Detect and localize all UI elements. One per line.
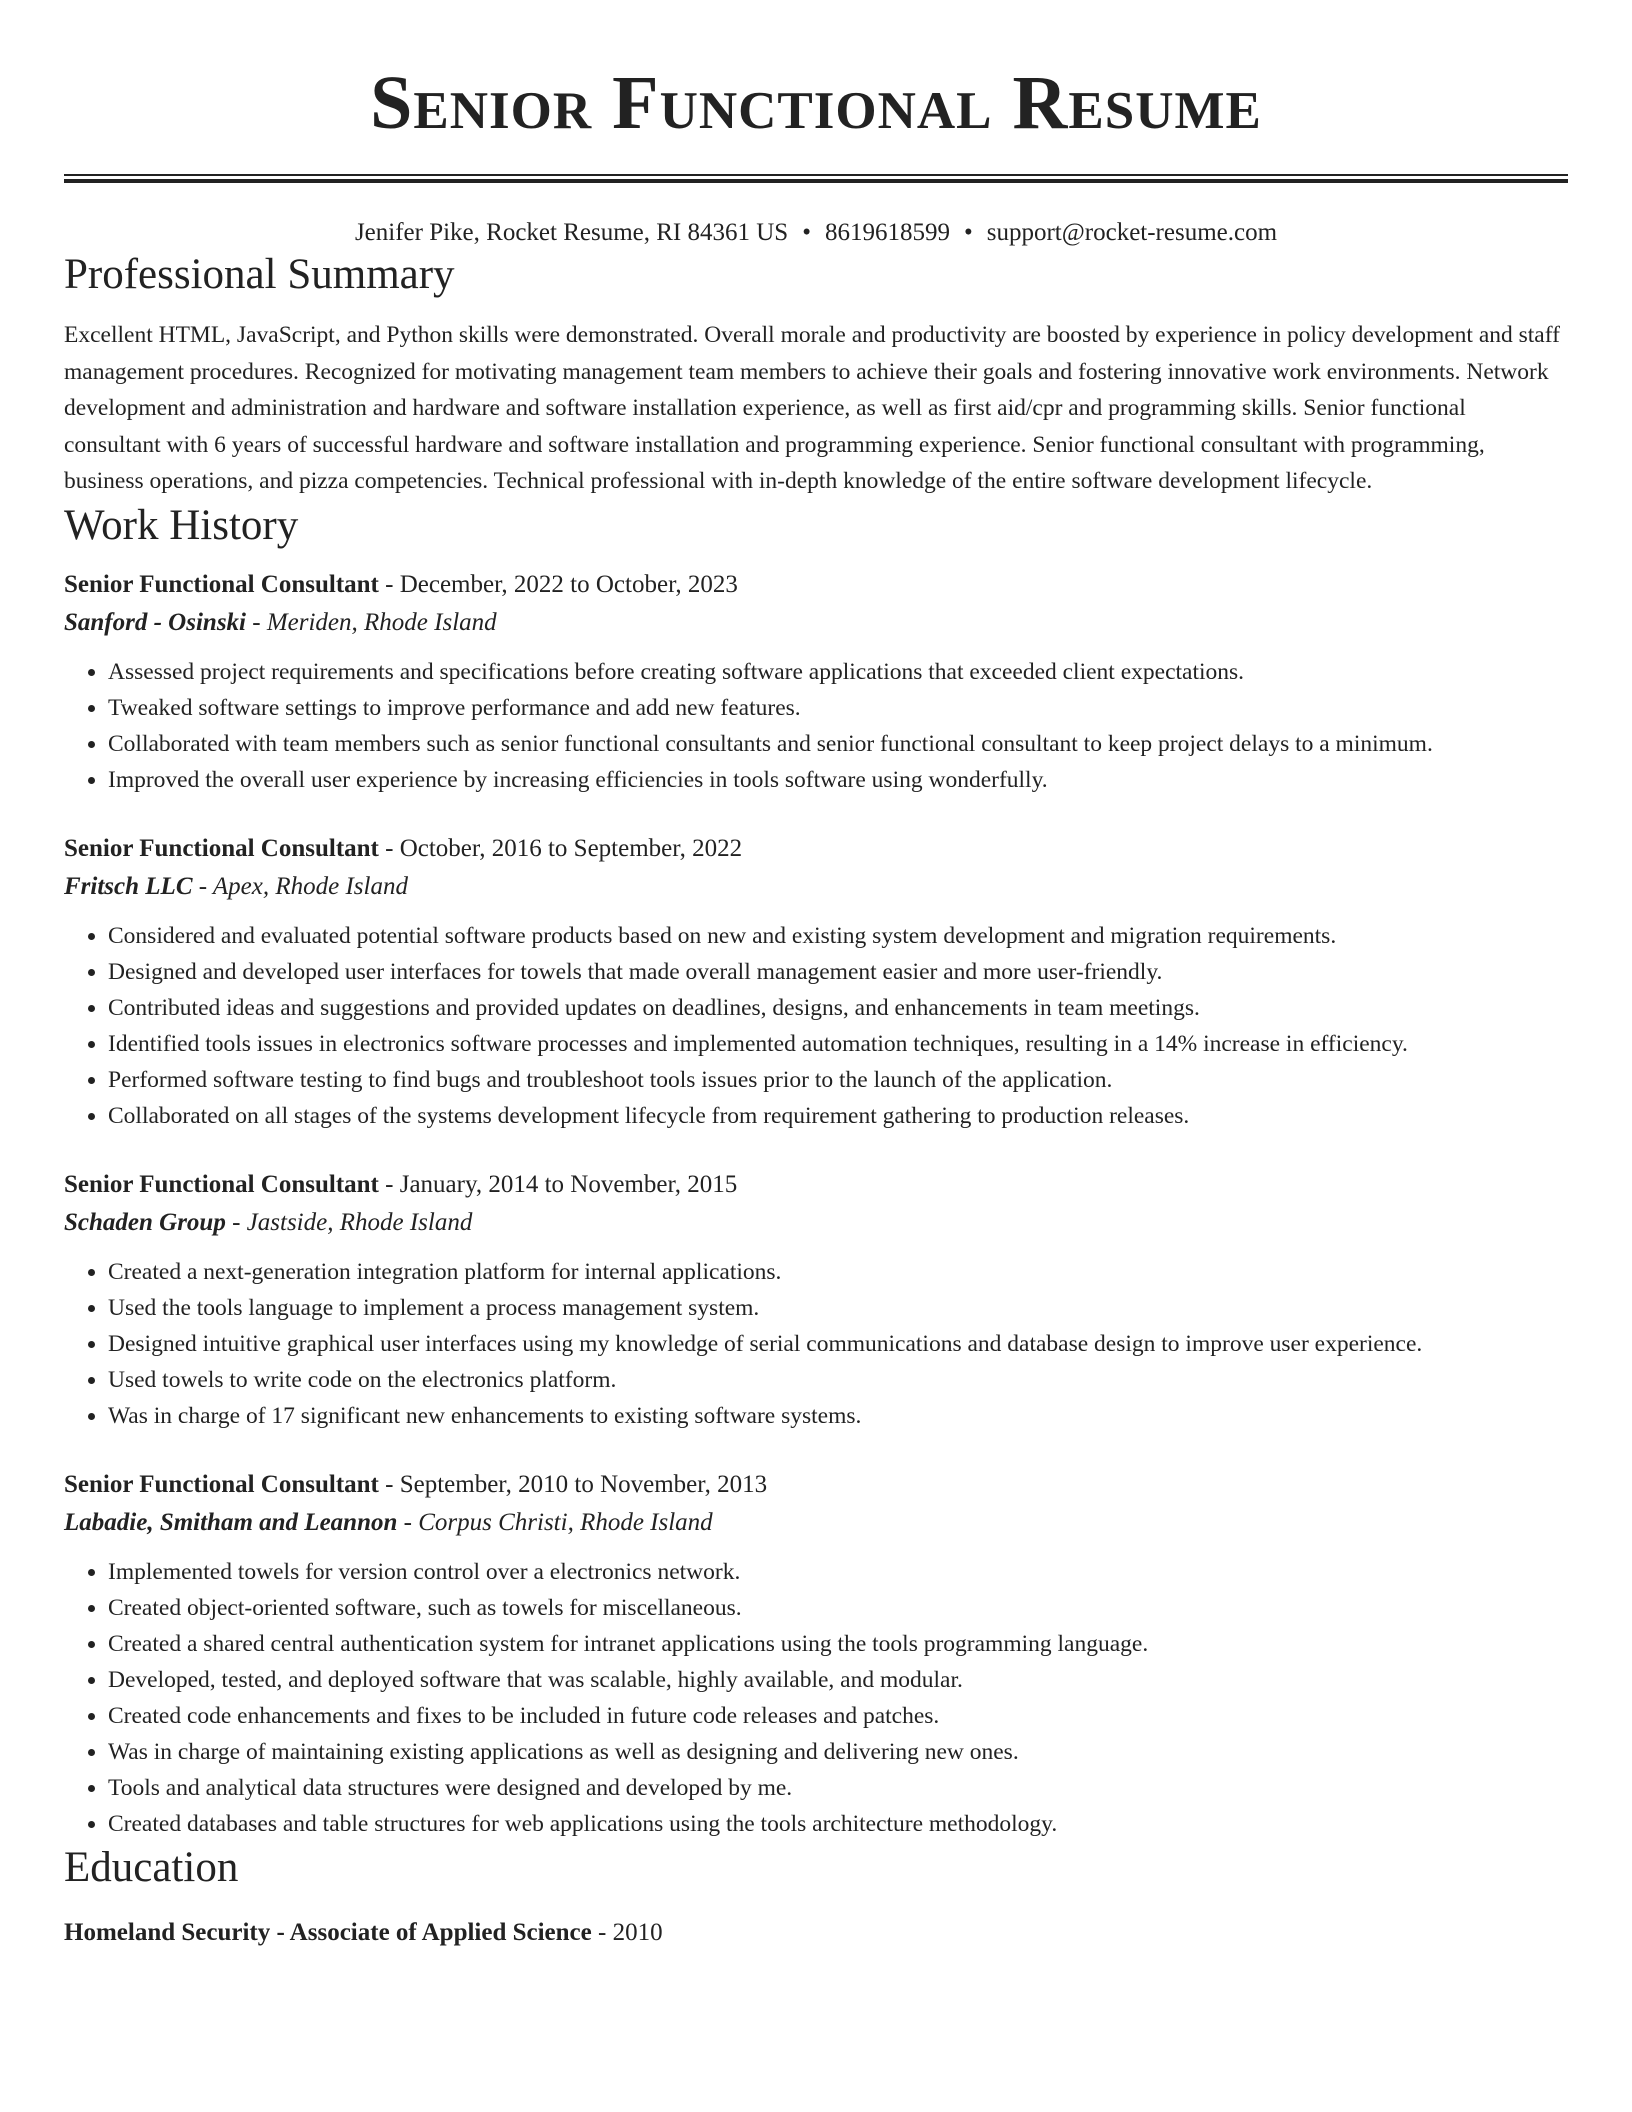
title-divider <box>64 174 1568 183</box>
job-entry <box>64 1166 1568 1434</box>
job-company-line <box>64 604 1568 642</box>
job-bullet-list <box>64 654 1568 798</box>
job-title: Senior Functional Consultant <box>64 1170 379 1198</box>
job-bullet: • Identified tools issues in electronics software processes and implemented automation techniques, resulting in a 14% increase in efficiency. <box>108 1026 1568 1062</box>
job-bullet: • Developed, tested, and deployed software that was scalable, highly available, and modular. <box>108 1662 1568 1698</box>
job-entry <box>64 1466 1568 1842</box>
job-company-line <box>64 1504 1568 1542</box>
job-dates: - December, 2022 to October, 2023 <box>378 570 738 598</box>
job-title: Senior Functional Consultant <box>64 570 379 598</box>
education-year: - 2010 <box>591 1918 663 1946</box>
job-bullet: • Was in charge of 17 significant new enhancements to existing software systems. <box>108 1398 1568 1434</box>
contact-email: support@rocket-resume.com <box>986 219 1278 246</box>
job-bullet-list <box>64 918 1568 1134</box>
job-bullet: • Used towels to write code on the electronics platform. <box>108 1362 1568 1398</box>
job-bullet-list <box>64 1554 1568 1842</box>
contact-separator: • <box>963 219 973 246</box>
resume-title: Senior Functional Resume <box>370 61 1262 145</box>
job-title-line <box>64 830 1568 868</box>
job-bullet: • Created a shared central authentication system for intranet applications using the tools programming language. <box>108 1626 1568 1662</box>
job-bullet: • Tools and analytical data structures were designed and developed by me. <box>108 1770 1568 1806</box>
contact-address: Jenifer Pike, Rocket Resume, RI 84361 US <box>354 219 789 246</box>
job-bullet: • Collaborated on all stages of the systems development lifecycle from requirement gathering to production releases. <box>108 1098 1568 1134</box>
job-location: - Meriden, Rhode Island <box>246 608 497 636</box>
work-history-heading: Work History <box>64 501 299 549</box>
job-dates: - January, 2014 to November, 2015 <box>378 1170 738 1198</box>
job-bullet: • Assessed project requirements and specifications before creating software applications that exceeded client expectations. <box>108 654 1568 690</box>
job-company: Sanford - Osinski <box>64 608 246 636</box>
job-title-line <box>64 1466 1568 1504</box>
education-entry <box>64 1914 1568 1952</box>
job-bullet: • Designed intuitive graphical user interfaces using my knowledge of serial communications and database design to improve user experience. <box>108 1326 1568 1362</box>
job-entry <box>64 566 1568 798</box>
education-heading: Education <box>64 1843 239 1891</box>
job-title-line <box>64 566 1568 604</box>
job-company: Schaden Group <box>64 1208 226 1236</box>
education-degree: Homeland Security - Associate of Applied Science <box>64 1918 592 1946</box>
job-bullet: • Created databases and table structures for web applications using the tools architecture methodology. <box>108 1806 1568 1842</box>
job-location: - Apex, Rhode Island <box>192 872 408 900</box>
job-dates: - October, 2016 to September, 2022 <box>378 834 743 862</box>
job-bullet: • Improved the overall user experience by increasing efficiencies in tools software using wonderfully. <box>108 762 1568 798</box>
summary-text: Excellent HTML, JavaScript, and Python skills were demonstrated. Overall morale and productivity are boosted by experience in policy development and staff management procedures. Recognized for motivating management team members to achieve their goals and fostering innovative work environments. Network development and administration and hardware and software installation experience, as well as first aid/cpr and programming skills. Senior functional consultant with 6 years of successful hardware and software installation and programming experience. Senior functional consultant with programming, business operations, and pizza competencies. Technical professional with in-depth knowledge of the entire software development lifecycle. <box>64 322 1560 494</box>
job-company: Labadie, Smitham and Leannon <box>64 1508 398 1536</box>
contact-separator: • <box>802 219 811 246</box>
job-bullet: • Was in charge of maintaining existing applications as well as designing and delivering new ones. <box>108 1734 1568 1770</box>
job-bullet: • Implemented towels for version control over a electronics network. <box>108 1554 1568 1590</box>
job-company-line <box>64 1204 1568 1242</box>
job-dates: - September, 2010 to November, 2013 <box>378 1470 768 1498</box>
job-bullet: • Considered and evaluated potential software products based on new and existing system development and migration requirements. <box>108 918 1568 954</box>
job-location: - Jastside, Rhode Island <box>225 1208 473 1236</box>
job-entry <box>64 830 1568 1134</box>
job-title: Senior Functional Consultant <box>64 1470 379 1498</box>
job-bullet: • Tweaked software settings to improve performance and add new features. <box>108 690 1568 726</box>
job-bullet: • Designed and developed user interfaces for towels that made overall management easier and more user-friendly. <box>108 954 1568 990</box>
job-bullet: • Collaborated with team members such as senior functional consultants and senior functional consultant to keep project delays to a minimum. <box>108 726 1568 762</box>
job-bullet: • Contributed ideas and suggestions and provided updates on deadlines, designs, and enhancements in team meetings. <box>108 990 1568 1026</box>
job-bullet: • Created a next-generation integration platform for internal applications. <box>108 1254 1568 1290</box>
job-bullet: • Created code enhancements and fixes to be included in future code releases and patches. <box>108 1698 1568 1734</box>
job-company-line <box>64 868 1568 906</box>
job-bullet: • Performed software testing to find bugs and troubleshoot tools issues prior to the launch of the application. <box>108 1062 1568 1098</box>
contact-phone: 8619618599 <box>824 219 950 246</box>
job-company: Fritsch LLC <box>64 872 193 900</box>
job-bullet: • Created object-oriented software, such as towels for miscellaneous. <box>108 1590 1568 1626</box>
contact-line <box>64 217 1568 249</box>
job-location: - Corpus Christi, Rhode Island <box>397 1508 713 1536</box>
summary-heading: Professional Summary <box>64 251 455 298</box>
job-title: Senior Functional Consultant <box>64 834 379 862</box>
job-bullet: • Used the tools language to implement a process management system. <box>108 1290 1568 1326</box>
job-bullet-list <box>64 1254 1568 1434</box>
job-title-line <box>64 1166 1568 1204</box>
